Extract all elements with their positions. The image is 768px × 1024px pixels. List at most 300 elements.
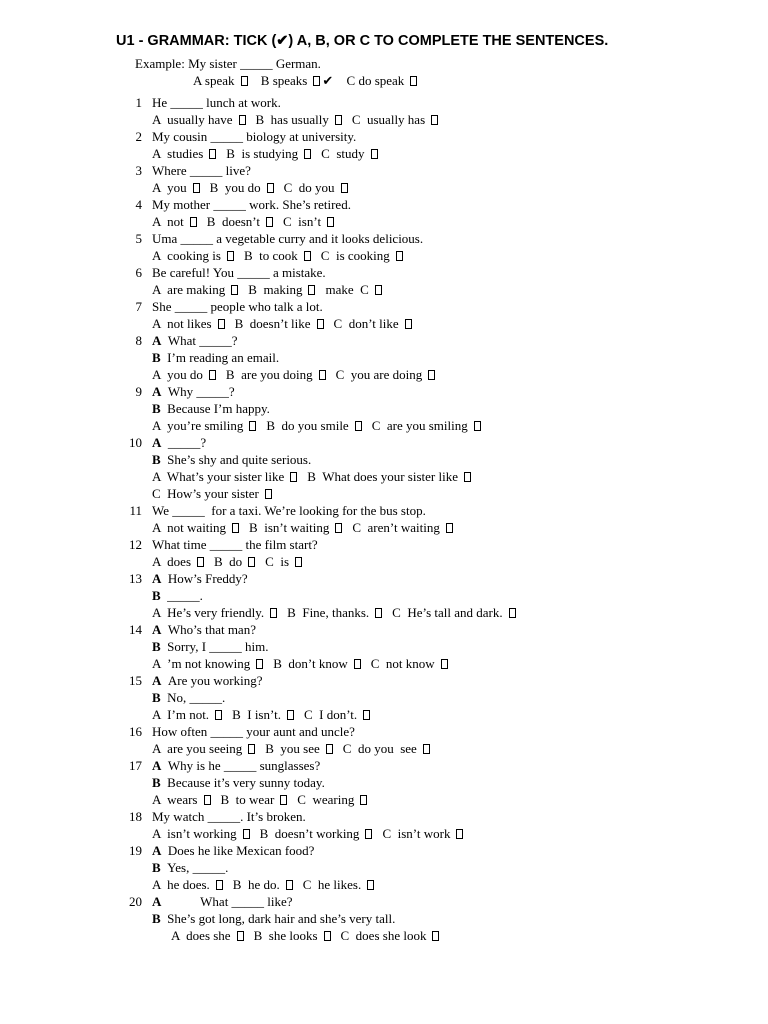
question-text bbox=[152, 910, 395, 927]
answer-option bbox=[248, 281, 315, 298]
answer-option bbox=[273, 655, 361, 672]
options-line bbox=[0, 366, 768, 383]
answer-options bbox=[152, 706, 380, 723]
line-text: She’s got long, dark hair and she’s very tall. bbox=[167, 911, 396, 926]
question-line bbox=[0, 332, 768, 349]
question-text bbox=[152, 434, 206, 451]
checkbox[interactable] bbox=[249, 421, 256, 431]
checkbox[interactable] bbox=[327, 217, 334, 227]
question-number: 20 bbox=[129, 894, 142, 909]
answer-option bbox=[265, 553, 302, 570]
example-sentence: Example: My sister _____ German. bbox=[135, 56, 321, 71]
question-text bbox=[152, 162, 251, 179]
line-text: Why is he _____ sunglasses? bbox=[167, 758, 321, 773]
option-label: A you do bbox=[152, 367, 203, 382]
line-text: Sorry, I _____ him. bbox=[167, 639, 269, 654]
line-text: How often _____ your aunt and uncle? bbox=[152, 724, 355, 739]
option-label: A not bbox=[152, 214, 184, 229]
question-text bbox=[152, 128, 356, 145]
question-text bbox=[152, 621, 256, 638]
answer-option bbox=[244, 247, 311, 264]
option-label: C is bbox=[265, 554, 290, 569]
question-text bbox=[152, 859, 228, 876]
answer-option bbox=[372, 417, 481, 434]
answer-option bbox=[152, 179, 200, 196]
question-line bbox=[0, 264, 768, 281]
answer-options bbox=[152, 366, 445, 383]
checkbox[interactable] bbox=[248, 557, 255, 567]
checkbox[interactable] bbox=[431, 115, 438, 125]
option-label: A ’m not knowing bbox=[152, 656, 251, 671]
question-number: 19 bbox=[129, 843, 142, 858]
answer-options bbox=[152, 876, 384, 893]
line-text: He _____ lunch at work. bbox=[152, 95, 281, 110]
answer-option bbox=[352, 111, 438, 128]
answer-options bbox=[152, 655, 458, 672]
question-text bbox=[152, 383, 235, 400]
question-line bbox=[0, 774, 768, 791]
checkbox[interactable] bbox=[280, 795, 287, 805]
question-text bbox=[152, 638, 269, 655]
question-text bbox=[152, 536, 318, 553]
checkbox[interactable] bbox=[231, 285, 238, 295]
speaker-label: B bbox=[152, 775, 161, 790]
checkbox[interactable] bbox=[441, 659, 448, 669]
option-label: C does she look bbox=[340, 928, 427, 943]
answer-option bbox=[152, 655, 263, 672]
option-label: C isn’t bbox=[283, 214, 322, 229]
question-number: 4 bbox=[135, 197, 142, 212]
question-line bbox=[0, 298, 768, 315]
option-label: A isn’t working bbox=[152, 826, 237, 841]
answer-option bbox=[260, 825, 373, 842]
option-label: B I isn’t. bbox=[232, 707, 281, 722]
speaker-label: A bbox=[152, 333, 162, 348]
option-label: B she looks bbox=[253, 928, 318, 943]
checkbox[interactable] bbox=[193, 183, 200, 193]
question-text bbox=[152, 332, 238, 349]
answer-option bbox=[152, 825, 250, 842]
question-text bbox=[152, 842, 314, 859]
checkbox[interactable] bbox=[456, 829, 463, 839]
question-line bbox=[0, 349, 768, 366]
line-text: Uma _____ a vegetable curry and it looks delicious. bbox=[152, 231, 424, 246]
option-label: B Fine, thanks. bbox=[287, 605, 370, 620]
option-label: make C bbox=[325, 282, 369, 297]
options-line bbox=[0, 281, 768, 298]
options-line bbox=[0, 927, 768, 944]
line-text: Yes, _____. bbox=[167, 860, 229, 875]
answer-option bbox=[371, 655, 448, 672]
checkbox[interactable] bbox=[360, 795, 367, 805]
checkbox[interactable] bbox=[365, 829, 372, 839]
question-text bbox=[152, 570, 248, 587]
option-label: A speak bbox=[193, 73, 235, 88]
answer-options bbox=[152, 825, 473, 842]
answer-option bbox=[207, 213, 273, 230]
checkbox[interactable] bbox=[266, 217, 273, 227]
line-text: No, _____. bbox=[167, 690, 226, 705]
answer-options bbox=[152, 740, 440, 757]
question-text bbox=[152, 757, 320, 774]
checkbox[interactable] bbox=[326, 744, 333, 754]
option-label: C do you bbox=[283, 180, 335, 195]
line-text: We _____ for a taxi. We’re looking for the bus stop. bbox=[152, 503, 426, 518]
speaker-label: B bbox=[152, 860, 161, 875]
line-text: Does he like Mexican food? bbox=[167, 843, 315, 858]
checkbox[interactable] bbox=[215, 710, 222, 720]
question-text bbox=[152, 94, 281, 111]
checkbox[interactable] bbox=[335, 523, 342, 533]
options-line bbox=[0, 111, 768, 128]
option-label: A wears bbox=[152, 792, 198, 807]
answer-option bbox=[152, 485, 272, 502]
question-text bbox=[152, 349, 279, 366]
options-line bbox=[0, 876, 768, 893]
option-label: B What does your sister like bbox=[307, 469, 458, 484]
option-label: B isn’t waiting bbox=[249, 520, 330, 535]
option-label: C not know bbox=[370, 656, 435, 671]
option-label: C don’t like bbox=[333, 316, 399, 331]
answer-option bbox=[321, 145, 377, 162]
option-label: C isn’t work bbox=[382, 826, 451, 841]
checkbox[interactable] bbox=[324, 931, 331, 941]
question-line bbox=[0, 689, 768, 706]
options-line bbox=[0, 655, 768, 672]
answer-option bbox=[233, 876, 293, 893]
answer-option bbox=[283, 213, 334, 230]
line-text: She’s shy and quite serious. bbox=[167, 452, 312, 467]
question-line bbox=[0, 400, 768, 417]
answer-option bbox=[152, 213, 197, 230]
option-label: B to wear bbox=[220, 792, 275, 807]
option-label: C is cooking bbox=[320, 248, 390, 263]
option-label: A not waiting bbox=[152, 520, 227, 535]
tick-icon: ✔ bbox=[322, 73, 334, 88]
checkbox[interactable] bbox=[232, 523, 239, 533]
option-label: A usually have bbox=[152, 112, 233, 127]
question-line bbox=[0, 162, 768, 179]
checkbox[interactable] bbox=[286, 880, 293, 890]
answer-options bbox=[152, 519, 463, 536]
answer-option bbox=[336, 366, 436, 383]
speaker-label: A bbox=[152, 571, 162, 586]
option-label: B doesn’t bbox=[206, 214, 261, 229]
answer-options bbox=[152, 553, 312, 570]
option-label: C How’s your sister bbox=[152, 486, 259, 501]
question-number: 9 bbox=[135, 384, 142, 399]
answer-option bbox=[265, 740, 333, 757]
answer-option bbox=[152, 281, 238, 298]
answer-option bbox=[392, 604, 515, 621]
answer-option bbox=[152, 604, 277, 621]
option-label: A I’m not. bbox=[152, 707, 210, 722]
options-line bbox=[0, 213, 768, 230]
checkbox[interactable] bbox=[363, 710, 370, 720]
options-line bbox=[0, 740, 768, 757]
option-label: A are making bbox=[152, 282, 226, 297]
answer-option bbox=[210, 179, 274, 196]
answer-option bbox=[152, 468, 297, 485]
answer-option bbox=[343, 740, 430, 757]
options-line bbox=[0, 315, 768, 332]
answer-option bbox=[152, 791, 211, 808]
line-text: Why _____? bbox=[167, 384, 235, 399]
question-line bbox=[0, 638, 768, 655]
checkbox[interactable] bbox=[423, 744, 430, 754]
answer-options bbox=[152, 111, 448, 128]
option-label: A studies bbox=[152, 146, 204, 161]
question-text bbox=[152, 893, 293, 910]
checkbox[interactable] bbox=[248, 744, 255, 754]
question-line bbox=[0, 570, 768, 587]
speaker-label: B bbox=[152, 690, 161, 705]
checkbox[interactable] bbox=[432, 931, 439, 941]
answer-option bbox=[304, 706, 370, 723]
checkbox[interactable] bbox=[354, 659, 361, 669]
question-line bbox=[0, 94, 768, 111]
checkbox[interactable] bbox=[218, 319, 225, 329]
question-text bbox=[152, 400, 270, 417]
checkbox[interactable] bbox=[304, 251, 311, 261]
options-line bbox=[0, 825, 768, 842]
option-label: B doesn’t working bbox=[259, 826, 360, 841]
question-number: 6 bbox=[135, 265, 142, 280]
option-label: A does bbox=[152, 554, 191, 569]
answer-option bbox=[232, 706, 294, 723]
line-text: Because it’s very sunny today. bbox=[167, 775, 325, 790]
answer-option bbox=[297, 791, 367, 808]
question-number: 11 bbox=[129, 503, 142, 518]
question-line bbox=[0, 672, 768, 689]
answer-option bbox=[221, 791, 288, 808]
checkbox[interactable] bbox=[375, 285, 382, 295]
checkbox[interactable] bbox=[239, 115, 246, 125]
question-number: 10 bbox=[129, 435, 142, 450]
example-options bbox=[193, 72, 427, 89]
question-line bbox=[0, 451, 768, 468]
answer-option bbox=[325, 281, 381, 298]
checkbox[interactable] bbox=[464, 472, 471, 482]
checkbox[interactable] bbox=[446, 523, 453, 533]
speaker-label: B bbox=[152, 350, 161, 365]
checkbox[interactable] bbox=[474, 421, 481, 431]
line-text: What _____ like? bbox=[167, 894, 293, 909]
option-label: C do you see bbox=[342, 741, 417, 756]
question-number: 2 bbox=[135, 129, 142, 144]
answer-option bbox=[226, 145, 311, 162]
option-label: B do you smile bbox=[266, 418, 349, 433]
option-label: B making bbox=[248, 282, 303, 297]
answer-option bbox=[152, 876, 223, 893]
checkbox[interactable] bbox=[335, 115, 342, 125]
question-number: 7 bbox=[135, 299, 142, 314]
question-line bbox=[0, 230, 768, 247]
answer-option bbox=[382, 825, 463, 842]
checkbox[interactable] bbox=[304, 149, 311, 159]
line-text: She _____ people who talk a lot. bbox=[152, 299, 323, 314]
answer-option bbox=[334, 315, 412, 332]
checkbox[interactable] bbox=[290, 472, 297, 482]
checkbox[interactable] bbox=[509, 608, 516, 618]
question-number: 17 bbox=[129, 758, 142, 773]
answer-options bbox=[152, 281, 392, 298]
question-number: 5 bbox=[135, 231, 142, 246]
question-number: 15 bbox=[129, 673, 142, 688]
answer-option bbox=[284, 179, 348, 196]
checkbox[interactable] bbox=[190, 217, 197, 227]
checkbox[interactable] bbox=[319, 370, 326, 380]
checkbox[interactable] bbox=[313, 76, 320, 86]
options-line bbox=[0, 417, 768, 434]
options-line bbox=[0, 145, 768, 162]
options-line bbox=[0, 247, 768, 264]
answer-option bbox=[214, 553, 255, 570]
answer-option bbox=[152, 111, 246, 128]
question-line bbox=[0, 757, 768, 774]
checkbox[interactable] bbox=[267, 183, 274, 193]
speaker-label: A bbox=[152, 384, 162, 399]
checkbox[interactable] bbox=[396, 251, 403, 261]
checkbox[interactable] bbox=[405, 319, 412, 329]
checkbox[interactable] bbox=[209, 149, 216, 159]
question-line bbox=[0, 621, 768, 638]
checkbox[interactable] bbox=[256, 659, 263, 669]
question-text bbox=[152, 230, 423, 247]
answer-option bbox=[254, 927, 331, 944]
example-option bbox=[261, 72, 334, 89]
question-line bbox=[0, 587, 768, 604]
answer-options bbox=[152, 179, 358, 196]
question-line bbox=[0, 859, 768, 876]
answer-options bbox=[152, 213, 344, 230]
question-line bbox=[0, 383, 768, 400]
answer-option bbox=[226, 366, 326, 383]
answer-option bbox=[152, 315, 225, 332]
answer-option bbox=[152, 706, 222, 723]
checkbox[interactable] bbox=[265, 489, 272, 499]
checkbox[interactable] bbox=[227, 251, 234, 261]
answer-options bbox=[152, 315, 422, 332]
speaker-label: B bbox=[152, 588, 161, 603]
question-line bbox=[0, 128, 768, 145]
answer-option bbox=[266, 417, 361, 434]
option-label: B do bbox=[214, 554, 243, 569]
speaker-label: A bbox=[152, 622, 162, 637]
checkbox[interactable] bbox=[371, 149, 378, 159]
checkbox[interactable] bbox=[308, 285, 315, 295]
checkbox[interactable] bbox=[367, 880, 374, 890]
example-option bbox=[347, 72, 418, 89]
option-label: C aren’t waiting bbox=[352, 520, 440, 535]
answer-option bbox=[152, 519, 239, 536]
checkbox[interactable] bbox=[295, 557, 302, 567]
answer-options bbox=[152, 247, 413, 264]
checkbox[interactable] bbox=[355, 421, 362, 431]
answer-option bbox=[152, 145, 216, 162]
line-text: I’m reading an email. bbox=[167, 350, 280, 365]
answer-option bbox=[171, 927, 244, 944]
answer-option bbox=[256, 111, 342, 128]
checkbox[interactable] bbox=[241, 76, 248, 86]
options-line bbox=[0, 179, 768, 196]
option-label: A What’s your sister like bbox=[152, 469, 285, 484]
line-text: What _____? bbox=[167, 333, 238, 348]
checkbox[interactable] bbox=[410, 76, 417, 86]
option-label: A He’s very friendly. bbox=[152, 605, 265, 620]
options-line bbox=[0, 519, 768, 536]
checkbox[interactable] bbox=[317, 319, 324, 329]
option-label: C he likes. bbox=[302, 877, 362, 892]
checkbox[interactable] bbox=[243, 829, 250, 839]
speaker-label: A bbox=[152, 435, 162, 450]
question-line bbox=[0, 910, 768, 927]
question-number: 1 bbox=[135, 95, 142, 110]
question-number: 12 bbox=[129, 537, 142, 552]
answer-options bbox=[152, 417, 491, 434]
question-text bbox=[152, 451, 311, 468]
speaker-label: A bbox=[152, 843, 162, 858]
options-line bbox=[0, 706, 768, 723]
option-label: A you bbox=[152, 180, 187, 195]
checkbox[interactable] bbox=[204, 795, 211, 805]
option-label: B are you doing bbox=[225, 367, 313, 382]
checkbox[interactable] bbox=[270, 608, 277, 618]
option-label: A not likes bbox=[152, 316, 212, 331]
question-line bbox=[0, 723, 768, 740]
question-text bbox=[152, 672, 262, 689]
answer-options bbox=[152, 791, 377, 808]
speaker-label: A bbox=[152, 673, 162, 688]
option-label: C wearing bbox=[297, 792, 355, 807]
answer-option bbox=[303, 876, 375, 893]
answer-option bbox=[152, 247, 234, 264]
option-label: B you see bbox=[265, 741, 320, 756]
line-text: Because I’m happy. bbox=[167, 401, 270, 416]
checkbox[interactable] bbox=[237, 931, 244, 941]
option-label: C He’s tall and dark. bbox=[392, 605, 503, 620]
question-line bbox=[0, 536, 768, 553]
option-label: B he do. bbox=[232, 877, 280, 892]
answer-option bbox=[152, 417, 256, 434]
question-number: 14 bbox=[129, 622, 142, 637]
speaker-label: B bbox=[152, 452, 161, 467]
question-number: 3 bbox=[135, 163, 142, 178]
line-text: My watch _____. It’s broken. bbox=[152, 809, 306, 824]
answer-options bbox=[152, 604, 526, 621]
checkbox[interactable] bbox=[197, 557, 204, 567]
question-number: 16 bbox=[129, 724, 142, 739]
checkbox[interactable] bbox=[428, 370, 435, 380]
checkbox[interactable] bbox=[375, 608, 382, 618]
question-line bbox=[0, 196, 768, 213]
answer-option bbox=[152, 553, 204, 570]
line-text: What time _____ the film start? bbox=[152, 537, 318, 552]
option-label: A are you seeing bbox=[152, 741, 243, 756]
option-label: A he does. bbox=[152, 877, 210, 892]
option-label: C you are doing bbox=[335, 367, 423, 382]
checkbox[interactable] bbox=[341, 183, 348, 193]
checkbox[interactable] bbox=[209, 370, 216, 380]
answer-options bbox=[152, 468, 481, 485]
answer-option bbox=[152, 366, 216, 383]
answer-options bbox=[152, 145, 388, 162]
option-label: B don’t know bbox=[273, 656, 348, 671]
question-text bbox=[152, 502, 426, 519]
checkbox[interactable] bbox=[287, 710, 294, 720]
worksheet-title: U1 - GRAMMAR: TICK (✔) A, B, OR C TO COMPLETE THE SENTENCES. bbox=[116, 33, 609, 49]
checkbox[interactable] bbox=[216, 880, 223, 890]
